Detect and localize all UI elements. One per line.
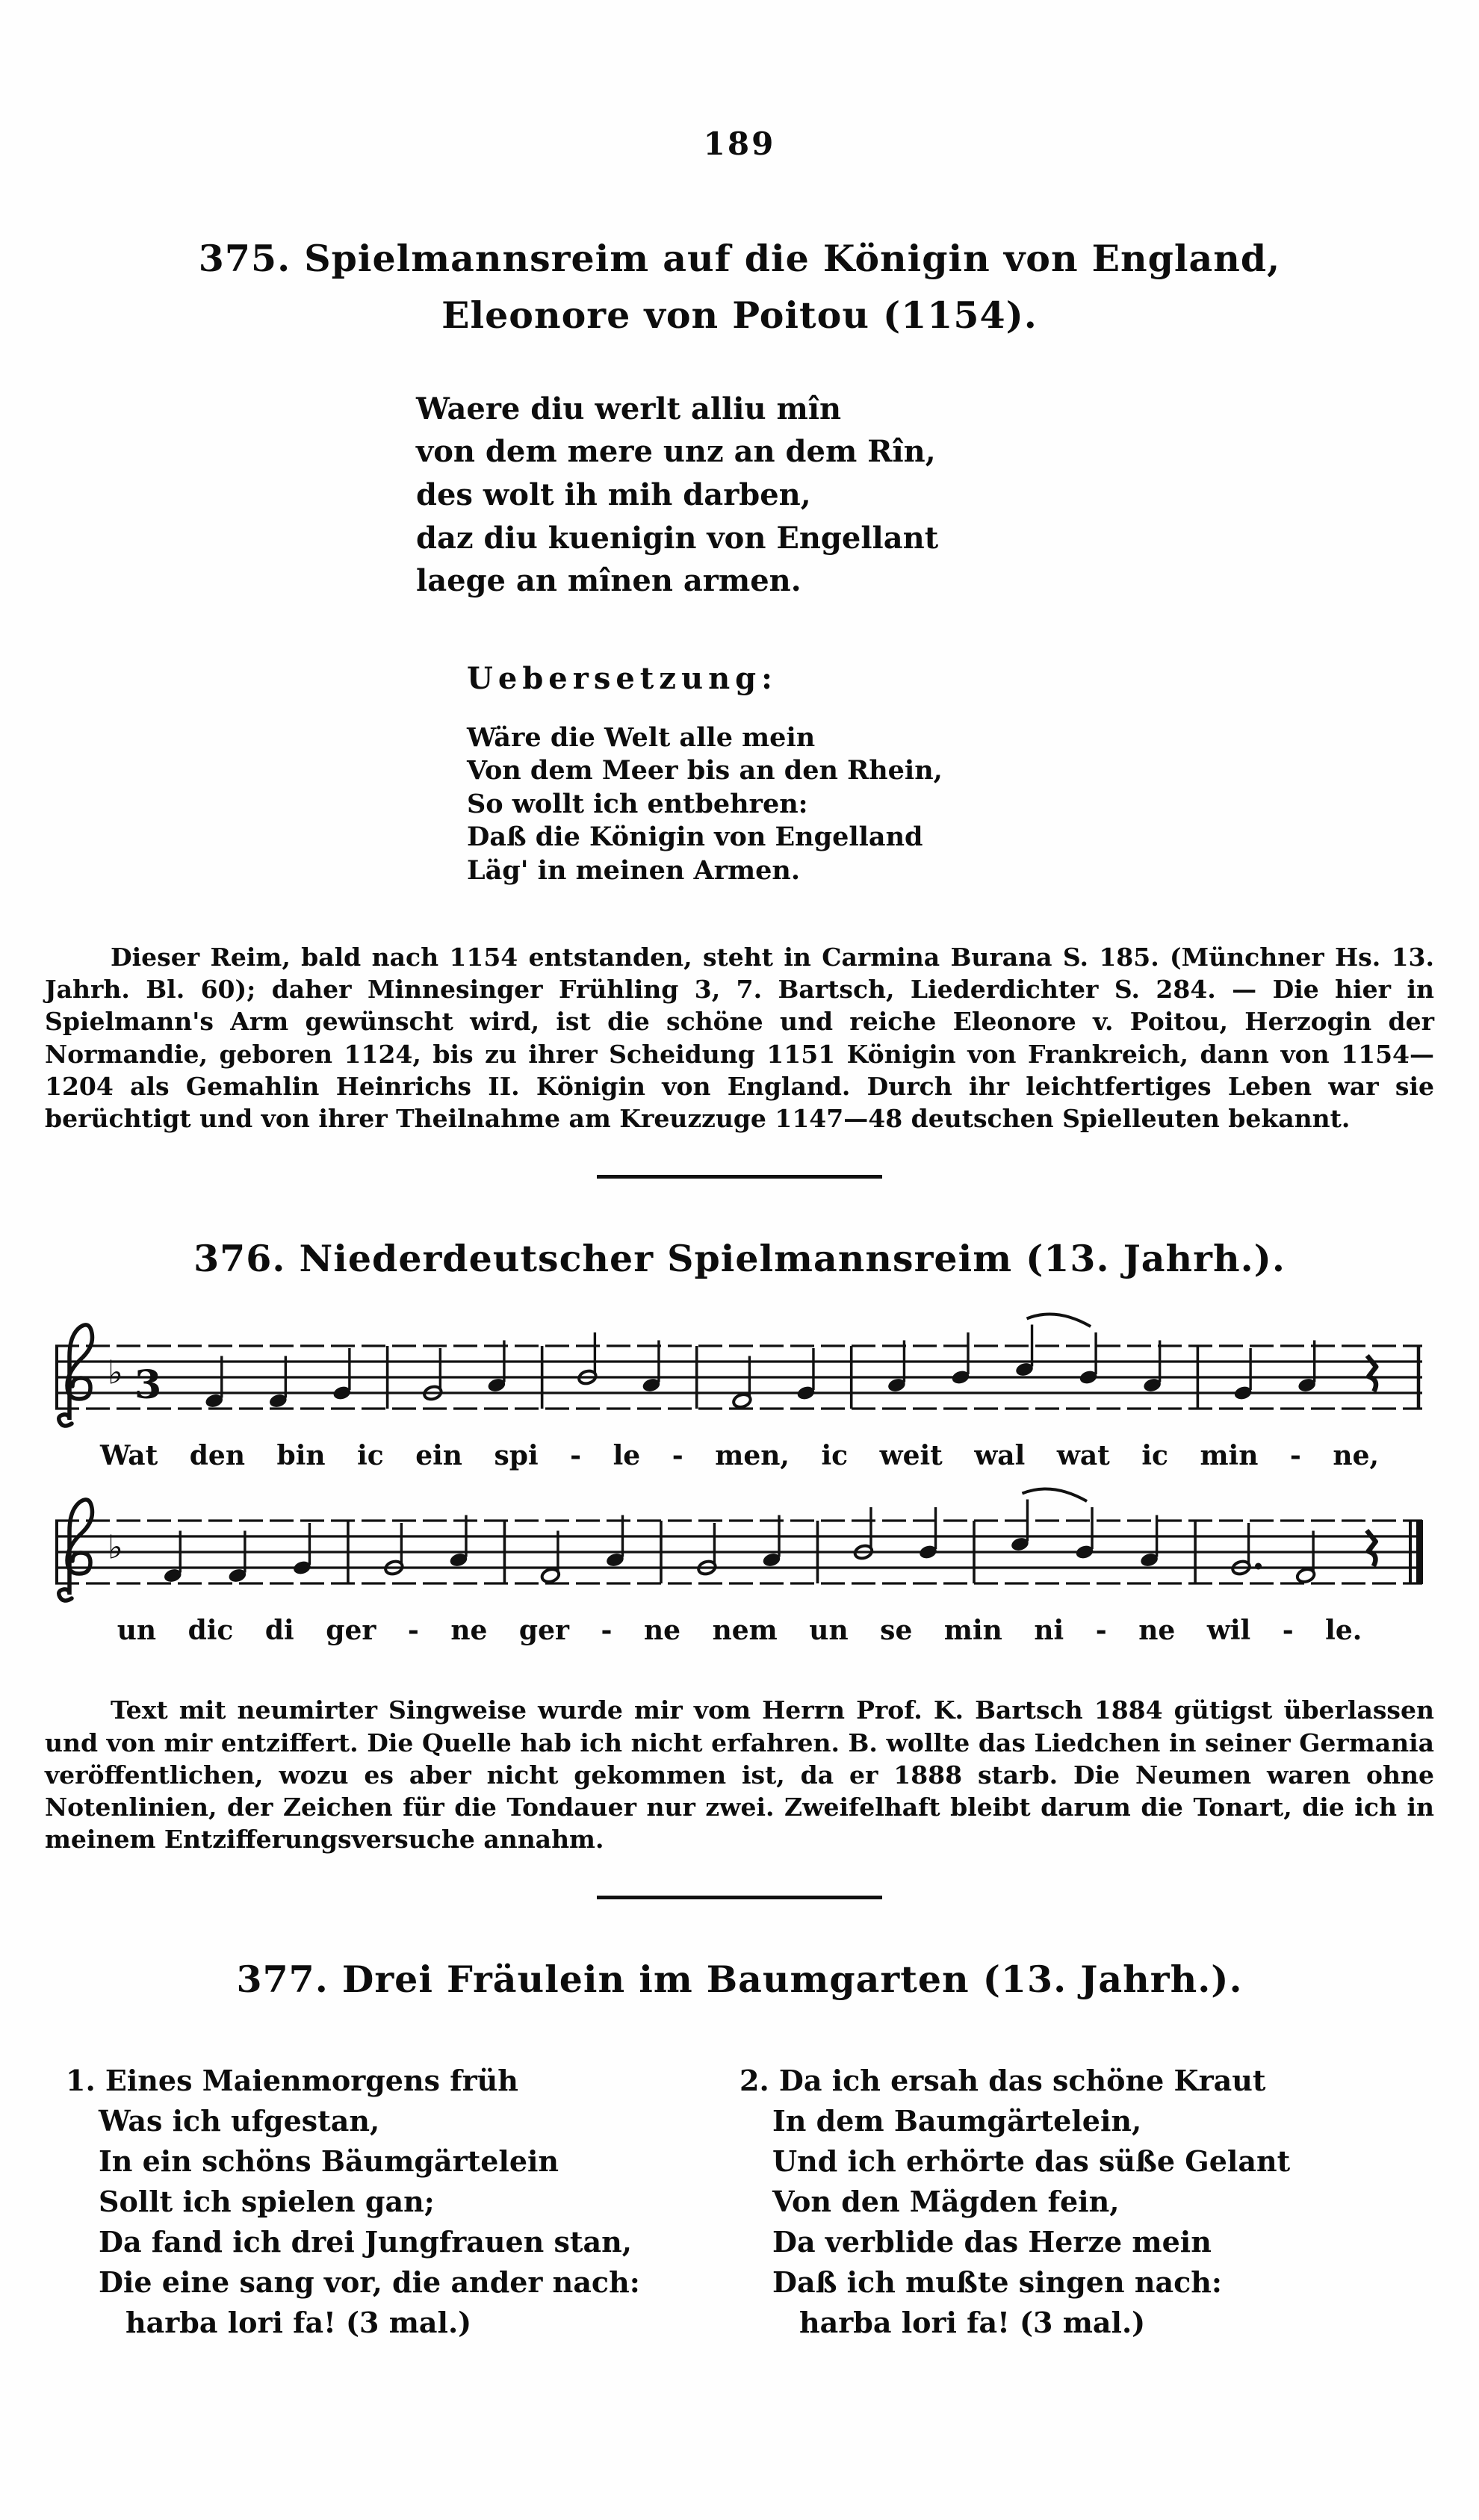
song-376-heading: 376. Niederdeutscher Spielmannsreim (13. Jahrh.). [193,1237,1286,1281]
verse-line: In ein schöns Bäumgärtelein [99,2144,559,2179]
svg-text:♭: ♭ [108,1353,123,1392]
verse-line: 1. Eines Maienmorgens früh [66,2064,518,2098]
verse-line: von dem mere unz an dem Rîn, [416,434,936,470]
verse-line: In dem Baumgärtelein, [772,2104,1142,2138]
verse-line: Da fand ich drei Jungfrauen stan, [99,2225,632,2259]
translation-heading: Uebersetzung: [467,660,778,696]
song-375-commentary: Dieser Reim, bald nach 1154 entstanden, steht in Carmina Burana S. 185. (Münchner Hs. 13. Jahrh. Bl. 60); daher Minnesinger Frühling 3, 7. Bartsch, Liederdichter S. 284. — Die hier in Spielmann's Arm gewünscht wird, ist die schöne und reiche Eleonore v. Poitou, Herzogin der Normandie, geboren 1124, bis zu ihrer Scheidung 1151 Königin von Frankreich, dann von 1154—1204 als Gemahlin Heinrichs II. Königin von England. Durch ihr leichtfertiges Leben war sie berüchtigt und von ihrer Theilnahme am Kreuzzuge 1147—48 deutschen Spielleuten bekannt. [45,943,1434,1134]
page-number: 189 [703,125,776,162]
translation-verse [467,721,1479,887]
translation-line: Läg' in meinen Armen. [467,854,801,886]
song-376-commentary: Text mit neumirter Singweise wurde mir vom Herrn Prof. K. Bartsch 1884 gütigst überlassen und von mir entziffert. Die Quelle hab ich nicht erfahren. B. wollte das Liedchen in seiner Germania veröffentlichen, wozu es aber nicht gekommen ist, da er 1888 starb. Die Neumen waren ohne Notenlinien, der Zeichen für die Tondauer nur zwei. Zweifelhaft bleibt darum die Tonart, die ich in meinem Entzifferungsversuche annahm. [45,1695,1434,1855]
svg-text:3: 3 [134,1362,162,1409]
song-377-heading: 377. Drei Fräulein im Baumgarten (13. Jahrh.). [236,1958,1243,2002]
verse-line: des wolt ih mih darben, [416,477,811,513]
song-377-verse-2 [740,2061,1434,2343]
translation-line: Von dem Meer bis an den Rhein, [467,755,943,786]
verse-line: Da verblide das Herze mein [772,2225,1212,2259]
song-375-heading-line2: Eleonore von Poitou (1154). [441,293,1038,337]
verse-line: laege an mînen armen. [416,563,801,599]
staff-2-lyrics: un dic di ger - ne ger - ne nem un se min ni - ne wil - le. [117,1615,1362,1647]
section-divider [597,1896,882,1899]
translation-line: So wollt ich entbehren: [467,788,808,819]
song-375-verse [416,388,1479,603]
book-page [0,125,1479,2520]
verse-line: Waere diu werlt alliu mîn [416,391,842,426]
translation-block [467,661,1479,887]
verse-line: harba lori fa! (3 mal.) [125,2306,472,2340]
song-377-verses [0,2061,1479,2343]
song-375-heading-line1: 375. Spielmannsreim auf die Königin von England, [198,237,1281,280]
song-377-verse-1 [66,2061,723,2343]
section-divider [597,1175,882,1179]
verse-line: Sollt ich spielen gan; [99,2185,435,2219]
verse-line: Von den Mägden fein, [772,2185,1120,2219]
verse-line: Was ich ufgestan, [99,2104,380,2138]
svg-text:♭: ♭ [108,1528,123,1567]
music-staff-2-block [45,1485,1434,1613]
verse-line: daz diu kuenigin von Engellant [416,520,939,556]
verse-line: Die eine sang vor, die ander nach: [99,2265,640,2300]
translation-line: Daß die Königin von Engelland [467,822,923,853]
music-staff-2 [45,1485,1434,1613]
verse-line: Daß ich mußte singen nach: [772,2265,1222,2300]
staff-1-lyrics: Wat den bin ic ein spi - le - men, ic weit wal wat ic min - ne, [99,1440,1380,1472]
verse-line: harba lori fa! (3 mal.) [799,2306,1146,2340]
song-375-heading [0,231,1479,344]
verse-line: Und ich erhörte das süße Gelant [772,2144,1291,2179]
verse-line: 2. Da ich ersah das schöne Kraut [740,2064,1266,2098]
music-staff-1-block [45,1310,1434,1439]
translation-line: Wäre die Welt alle mein [467,721,816,753]
music-staff-1 [45,1310,1434,1439]
